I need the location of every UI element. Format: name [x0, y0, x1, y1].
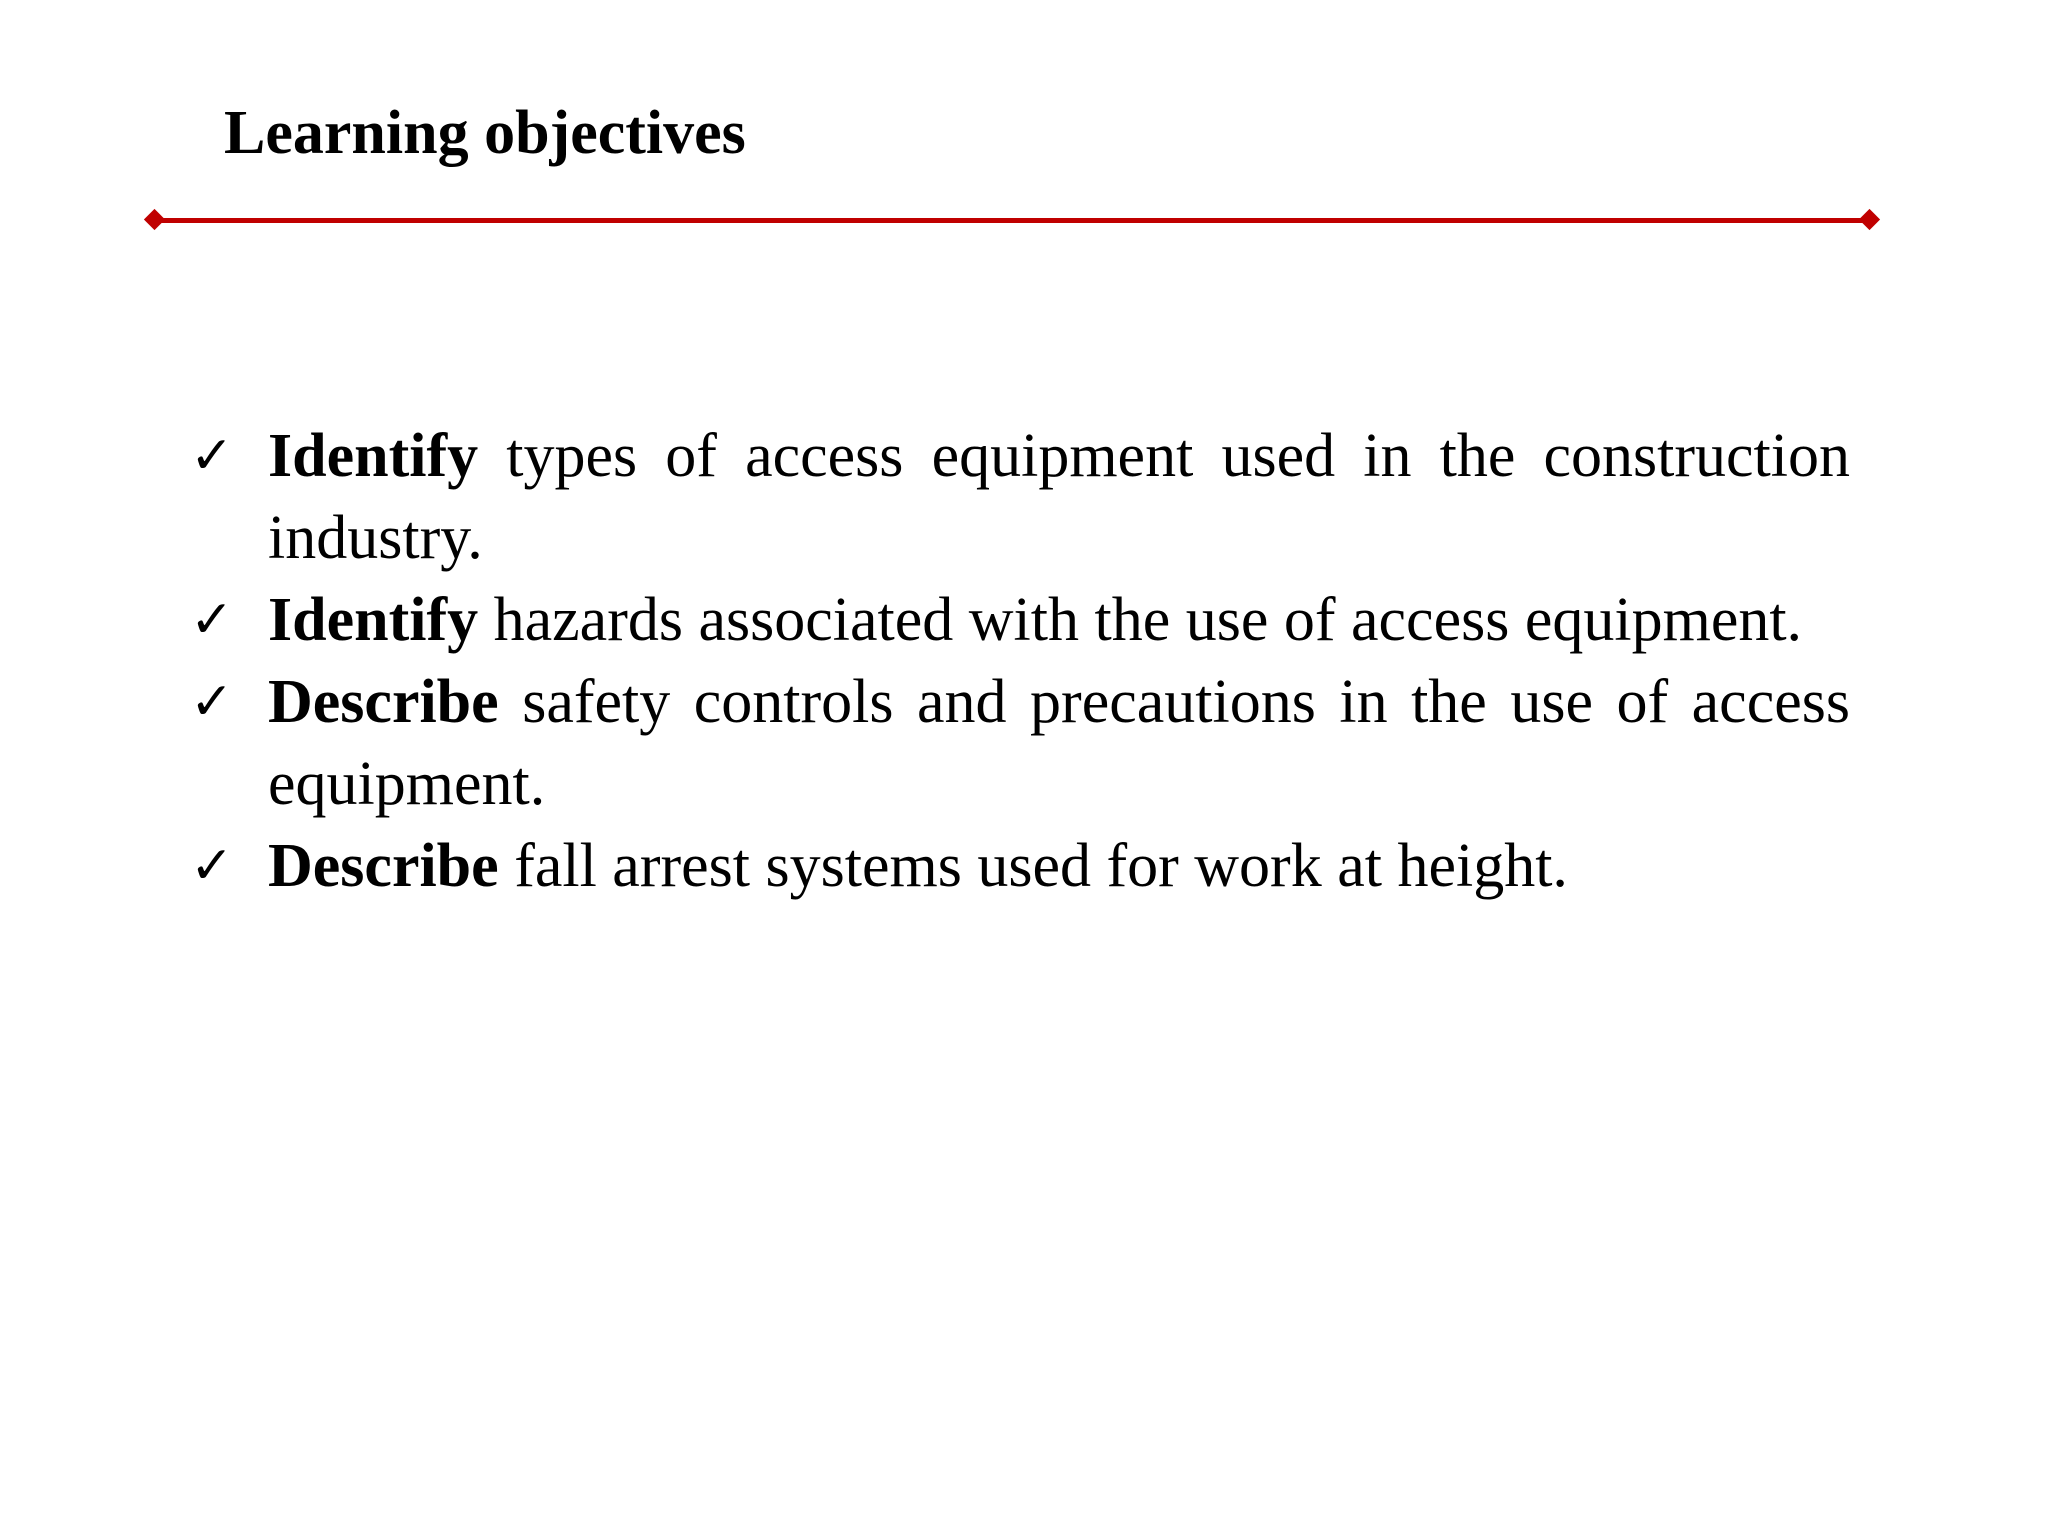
divider-line: [154, 218, 1870, 223]
check-icon: ✓: [190, 836, 234, 896]
objective-item: [190, 415, 1850, 579]
objective-text: safety controls and precautions in the use of access equipment.: [268, 668, 1850, 818]
objective-verb: Identify: [268, 422, 479, 490]
objective-verb: Identify: [268, 586, 479, 654]
slide-title: Learning objectives: [224, 99, 746, 167]
objective-verb: Describe: [268, 668, 499, 736]
divider-left-diamond: [144, 209, 165, 230]
objectives-list: [190, 415, 1850, 907]
objective-text: fall arrest systems used for work at height.: [498, 832, 1568, 900]
check-icon: ✓: [190, 672, 234, 732]
objective-text: hazards associated with the use of access equipment.: [478, 586, 1803, 654]
check-icon: ✓: [190, 426, 234, 486]
objective-text: types of access equipment used in the construction industry.: [268, 422, 1850, 572]
check-icon: ✓: [190, 590, 234, 650]
objective-item: [190, 661, 1850, 825]
title-divider: [146, 205, 1878, 235]
objective-item: [190, 825, 1850, 907]
divider-right-diamond: [1859, 209, 1880, 230]
objective-verb: Describe: [268, 832, 499, 900]
objective-item: [190, 579, 1850, 661]
